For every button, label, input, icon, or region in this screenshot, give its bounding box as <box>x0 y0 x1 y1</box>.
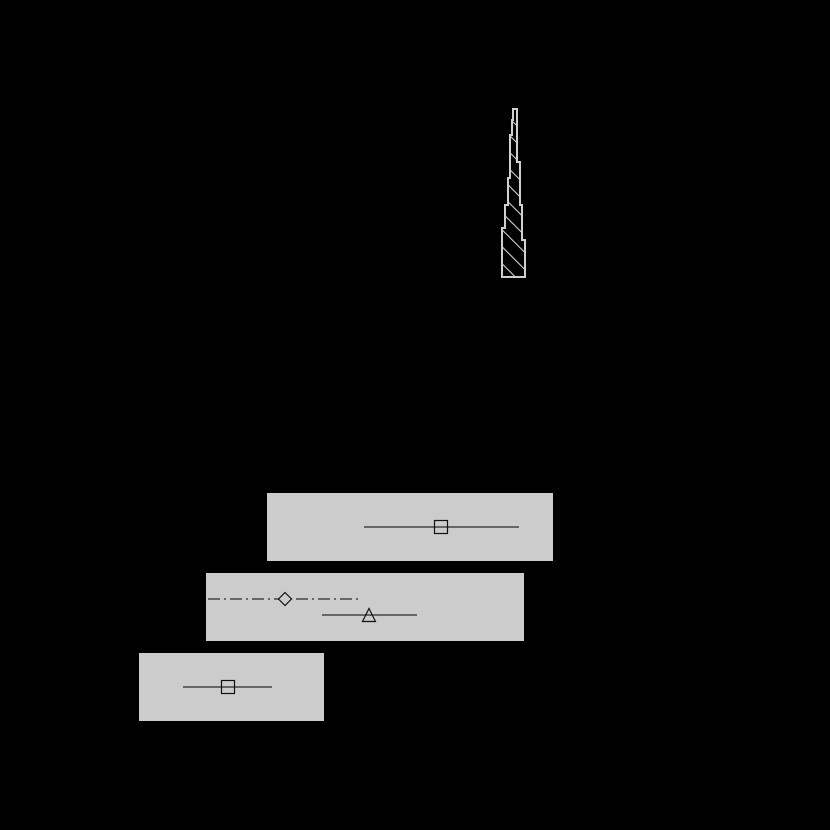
panel-3 <box>139 653 324 721</box>
histogram-area <box>502 109 525 277</box>
hatched-histogram <box>502 109 525 277</box>
panel-background <box>206 573 524 641</box>
pointrange-panels <box>139 493 553 721</box>
panel-2 <box>206 573 524 641</box>
panel-1 <box>267 493 553 561</box>
